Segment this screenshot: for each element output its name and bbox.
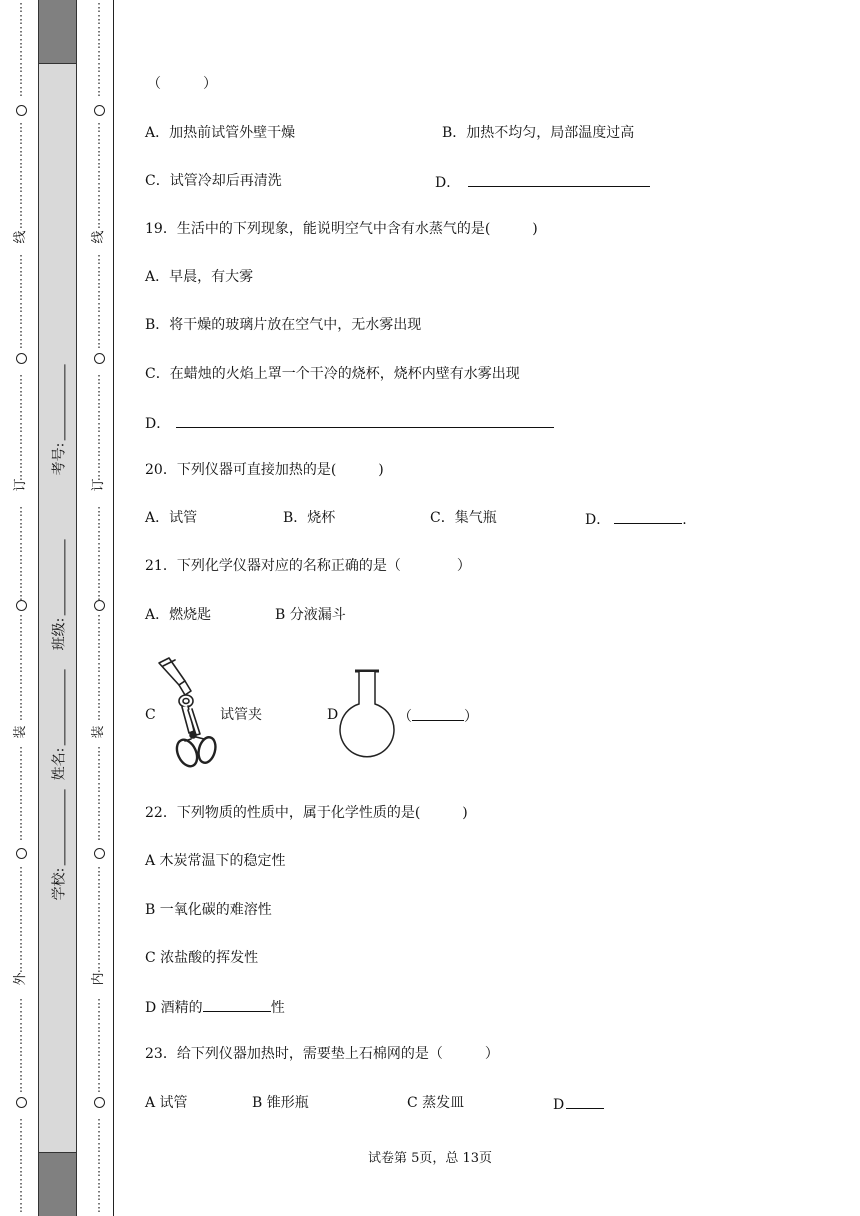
seal-dot-mark: ⋮ (15, 49, 27, 62)
seal-dot-mark: ⋮ (93, 181, 105, 194)
seal-dot-mark: ⋮ (15, 313, 27, 326)
seal-circle-mark (94, 105, 105, 116)
seal-dot-mark: ⋮ (15, 517, 27, 530)
seal-dot-mark: ⋮ (15, 1153, 27, 1166)
class-line[interactable] (52, 540, 65, 616)
seal-dot-mark: ⋮ (93, 817, 105, 830)
seal-dot-mark: ⋮ (15, 433, 27, 446)
seal-dot-mark: ⋮ (15, 13, 27, 26)
seal-dot-mark: ⋮ (93, 1141, 105, 1154)
seal-dot-mark: ⋮ (15, 1165, 27, 1178)
q23-option-c: C 蒸发皿 (407, 1095, 465, 1111)
q22-answer-blank[interactable] (203, 997, 271, 1012)
q23-option-d-label: D (553, 1097, 565, 1113)
school-line[interactable] (52, 790, 65, 866)
seal-dot-mark: ⋮ (93, 565, 105, 578)
inner-char-xian: 线 (91, 230, 106, 244)
outer-char-xian: 线 (13, 230, 28, 244)
seal-dot-mark: ⋮ (93, 925, 105, 938)
seal-dot-mark: ⋮ (15, 661, 27, 674)
seal-dot-mark: ⋮ (93, 781, 105, 794)
seal-dot-mark: ⋮ (15, 421, 27, 434)
q19-stem: 19．生活中的下列现象，能说明空气中含有水蒸气的是( ) (145, 221, 538, 237)
seal-dot-mark: ⋮ (93, 1129, 105, 1142)
seal-dot-mark: ⋮ (15, 961, 27, 974)
seal-dot-mark: ⋮ (93, 901, 105, 914)
exam-no-label: 考号: (51, 442, 67, 476)
seal-dot-mark: ⋮ (93, 709, 105, 722)
school-label: 学校: (51, 867, 67, 901)
seal-dot-mark: ⋮ (15, 1141, 27, 1154)
seal-dot-mark: ⋮ (15, 649, 27, 662)
seal-dot-mark: ⋮ (15, 1129, 27, 1142)
seal-dot-mark: ⋮ (93, 1081, 105, 1094)
seal-dot-mark: ⋮ (93, 37, 105, 50)
exam-no-field (38, 345, 78, 495)
q21-option-c-letter: C (145, 707, 156, 723)
seal-dot-mark: ⋮ (15, 397, 27, 410)
binding-border-line (113, 0, 114, 1216)
seal-dot-mark: ⋮ (15, 1045, 27, 1058)
seal-dot-mark: ⋮ (15, 829, 27, 842)
seal-circle-mark (94, 1097, 105, 1108)
seal-circle-mark (94, 353, 105, 364)
seal-dot-mark: ⋮ (93, 745, 105, 758)
seal-dot-mark: ⋮ (93, 793, 105, 806)
seal-dot-mark: ⋮ (15, 505, 27, 518)
seal-dot-mark: ⋮ (93, 769, 105, 782)
seal-dot-mark: ⋮ (15, 997, 27, 1010)
seal-dot-mark: ⋮ (15, 193, 27, 206)
seal-dot-mark: ⋮ (93, 937, 105, 950)
seal-dot-mark: ⋮ (15, 877, 27, 890)
seal-dot-mark: ⋮ (15, 145, 27, 158)
inner-seal-line (92, 0, 106, 1216)
seal-dot-mark: ⋮ (93, 577, 105, 590)
outer-char-ding: 订 (13, 478, 28, 492)
seal-dot-mark: ⋮ (93, 889, 105, 902)
seal-circle-mark (16, 105, 27, 116)
q19-option-d-label: D． (145, 416, 171, 432)
seal-dot-mark: ⋮ (93, 121, 105, 134)
school-field (38, 770, 78, 920)
seal-dot-mark: ⋮ (93, 517, 105, 530)
seal-dot-mark: ⋮ (15, 133, 27, 146)
seal-dot-mark: ⋮ (15, 1201, 27, 1214)
q20-option-b: B．烧杯 (283, 510, 336, 526)
q18-option-b: B．加热不均匀，局部温度过高 (442, 125, 635, 141)
seal-dot-mark: ⋮ (93, 589, 105, 602)
seal-dot-mark: ⋮ (15, 301, 27, 314)
seal-circle-mark (16, 848, 27, 859)
seal-dot-mark: ⋮ (15, 169, 27, 182)
q20-option-c: C．集气瓶 (430, 510, 497, 526)
seal-dot-mark: ⋮ (15, 745, 27, 758)
seal-dot-mark: ⋮ (93, 637, 105, 650)
seal-dot-mark: ⋮ (93, 73, 105, 86)
seal-dot-mark: ⋮ (93, 505, 105, 518)
seal-dot-mark: ⋮ (15, 817, 27, 830)
seal-dot-mark: ⋮ (15, 409, 27, 422)
seal-dot-mark: ⋮ (15, 1189, 27, 1202)
q20-option-a: A．试管 (145, 510, 198, 526)
q20-answer-blank[interactable] (614, 509, 682, 524)
outer-char-zhuang: 装 (13, 725, 28, 739)
seal-dot-mark: ⋮ (93, 133, 105, 146)
seal-dot-mark: ⋮ (93, 1057, 105, 1070)
seal-dot-mark: ⋮ (93, 25, 105, 38)
seal-dot-mark: ⋮ (15, 1177, 27, 1190)
seal-dot-mark: ⋮ (15, 73, 27, 86)
seal-dot-mark: ⋮ (15, 181, 27, 194)
seal-dot-mark: ⋮ (15, 1057, 27, 1070)
binding-margin (0, 0, 120, 1216)
q19-option-d (145, 413, 554, 433)
seal-dot-mark: ⋮ (93, 541, 105, 554)
seal-dot-mark: ⋮ (93, 1, 105, 14)
seal-dot-mark: ⋮ (93, 649, 105, 662)
seal-dot-mark: ⋮ (93, 85, 105, 98)
seal-dot-mark: ⋮ (15, 1081, 27, 1094)
seal-dot-mark: ⋮ (93, 1033, 105, 1046)
seal-dot-mark: ⋮ (93, 1153, 105, 1166)
seal-dot-mark: ⋮ (15, 865, 27, 878)
seal-dot-mark: ⋮ (93, 1045, 105, 1058)
q23-answer-blank[interactable] (566, 1094, 604, 1109)
q20-stem: 20．下列仪器可直接加热的是( ) (145, 462, 384, 478)
seal-dot-mark: ⋮ (15, 385, 27, 398)
q21-option-c-name: 试管夹 (220, 707, 262, 723)
seal-dot-mark: ⋮ (15, 685, 27, 698)
seal-dot-mark: ⋮ (93, 277, 105, 290)
seal-dot-mark: ⋮ (15, 529, 27, 542)
exam-no-line[interactable] (52, 365, 65, 441)
q19-option-c: C．在蜡烛的火焰上罩一个干冷的烧杯，烧杯内壁有水雾出现 (145, 366, 520, 382)
q23-stem: 23．给下列仪器加热时，需要垫上石棉网的是（ ） (145, 1046, 499, 1062)
seal-dot-mark: ⋮ (93, 757, 105, 770)
outer-char-wai: 外 (13, 972, 28, 986)
seal-dot-mark: ⋮ (93, 397, 105, 410)
seal-dot-mark: ⋮ (15, 1117, 27, 1130)
seal-dot-mark: ⋮ (15, 277, 27, 290)
q23-option-a: A 试管 (145, 1095, 188, 1111)
seal-dot-mark: ⋮ (93, 433, 105, 446)
q23-option-d (553, 1094, 604, 1114)
seal-dot-mark: ⋮ (93, 301, 105, 314)
test-tube-holder-image (155, 655, 220, 773)
seal-dot-mark: ⋮ (15, 589, 27, 602)
q18-stem-tail: （ ） (147, 76, 217, 92)
inner-char-ding: 订 (91, 478, 106, 492)
seal-dot-mark: ⋮ (15, 253, 27, 266)
seal-dot-mark: ⋮ (93, 1189, 105, 1202)
q21-option-d-answer (398, 706, 478, 726)
q21-option-b: B 分液漏斗 (275, 607, 346, 623)
seal-dot-mark: ⋮ (15, 1021, 27, 1034)
seal-dot-mark: ⋮ (93, 385, 105, 398)
seal-dot-mark: ⋮ (93, 253, 105, 266)
seal-dot-mark: ⋮ (15, 697, 27, 710)
seal-dot-mark: ⋮ (93, 1117, 105, 1130)
seal-dot-mark: ⋮ (15, 1069, 27, 1082)
seal-dot-mark: ⋮ (15, 1, 27, 14)
q23-option-b: B 锥形瓶 (252, 1095, 309, 1111)
seal-dot-mark: ⋮ (93, 445, 105, 458)
seal-dot-mark: ⋮ (93, 877, 105, 890)
q22-stem: 22．下列物质的性质中，属于化学性质的是( ) (145, 805, 468, 821)
seal-dot-mark: ⋮ (93, 949, 105, 962)
seal-dot-mark: ⋮ (93, 157, 105, 170)
seal-dot-mark: ⋮ (15, 757, 27, 770)
seal-dot-mark: ⋮ (93, 313, 105, 326)
seal-dot-mark: ⋮ (15, 949, 27, 962)
seal-dot-mark: ⋮ (93, 805, 105, 818)
q22-option-d-suffix: 性 (270, 1000, 285, 1016)
seal-dot-mark: ⋮ (93, 409, 105, 422)
seal-dot-mark: ⋮ (93, 217, 105, 230)
q21-stem: 21．下列化学仪器对应的名称正确的是（ ） (145, 558, 471, 574)
q21-option-d-letter: D (327, 707, 339, 723)
inner-char-zhuang: 装 (91, 725, 106, 739)
q22-option-d (145, 997, 285, 1017)
seal-dot-mark: ⋮ (15, 637, 27, 650)
seal-dot-mark: ⋮ (93, 145, 105, 158)
seal-dot-mark: ⋮ (93, 661, 105, 674)
seal-dot-mark: ⋮ (15, 781, 27, 794)
name-line[interactable] (52, 670, 65, 746)
seal-dot-mark: ⋮ (93, 865, 105, 878)
seal-dot-mark: ⋮ (15, 565, 27, 578)
seal-dot-mark: ⋮ (93, 1165, 105, 1178)
seal-circle-mark (94, 848, 105, 859)
seal-dot-mark: ⋮ (15, 913, 27, 926)
seal-dot-mark: ⋮ (93, 421, 105, 434)
seal-dot-mark: ⋮ (15, 265, 27, 278)
seal-dot-mark: ⋮ (15, 445, 27, 458)
seal-dot-mark: ⋮ (15, 541, 27, 554)
seal-dot-mark: ⋮ (15, 673, 27, 686)
seal-dot-mark: ⋮ (93, 325, 105, 338)
seal-dot-mark: ⋮ (15, 205, 27, 218)
seal-dot-mark: ⋮ (93, 1201, 105, 1214)
name-label: 姓名: (51, 747, 67, 781)
binding-strip-cap-top (38, 0, 77, 64)
seal-dot-mark: ⋮ (93, 289, 105, 302)
seal-dot-mark: ⋮ (15, 793, 27, 806)
seal-dot-mark: ⋮ (15, 157, 27, 170)
seal-dot-mark: ⋮ (15, 85, 27, 98)
seal-dot-mark: ⋮ (15, 373, 27, 386)
seal-dot-mark: ⋮ (15, 25, 27, 38)
seal-circle-mark (16, 353, 27, 364)
seal-dot-mark: ⋮ (93, 673, 105, 686)
q21-answer-blank[interactable] (412, 706, 464, 721)
seal-dot-mark: ⋮ (15, 577, 27, 590)
seal-dot-mark: ⋮ (93, 997, 105, 1010)
seal-dot-mark: ⋮ (15, 325, 27, 338)
seal-dot-mark: ⋮ (93, 469, 105, 482)
seal-dot-mark: ⋮ (15, 613, 27, 626)
seal-circle-mark (16, 1097, 27, 1108)
seal-dot-mark: ⋮ (15, 121, 27, 134)
seal-dot-mark: ⋮ (15, 37, 27, 50)
seal-dot-mark: ⋮ (93, 457, 105, 470)
seal-dot-mark: ⋮ (93, 829, 105, 842)
q18-option-d (435, 172, 650, 192)
seal-dot-mark: ⋮ (15, 937, 27, 950)
seal-dot-mark: ⋮ (93, 49, 105, 62)
seal-dot-mark: ⋮ (93, 205, 105, 218)
seal-dot-mark: ⋮ (93, 529, 105, 542)
seal-dot-mark: ⋮ (93, 373, 105, 386)
seal-dot-mark: ⋮ (93, 1009, 105, 1022)
seal-dot-mark: ⋮ (15, 289, 27, 302)
seal-dot-mark: ⋮ (93, 913, 105, 926)
q22-option-a: A 木炭常温下的稳定性 (145, 853, 286, 869)
seal-dot-mark: ⋮ (93, 265, 105, 278)
seal-dot-mark: ⋮ (93, 61, 105, 74)
seal-dot-mark: ⋮ (93, 697, 105, 710)
seal-dot-mark: ⋮ (93, 961, 105, 974)
seal-dot-mark: ⋮ (93, 613, 105, 626)
seal-dot-mark: ⋮ (93, 193, 105, 206)
q20-option-d-period: . (682, 512, 687, 528)
seal-dot-mark: ⋮ (15, 217, 27, 230)
page-footer: 试卷第 5页，总 13页 (367, 1151, 493, 1166)
q20-option-d-label: D． (585, 512, 611, 528)
q21-option-d-close: ） (464, 709, 478, 725)
seal-dot-mark: ⋮ (15, 889, 27, 902)
q19-answer-blank[interactable] (176, 413, 554, 428)
seal-dot-mark: ⋮ (15, 709, 27, 722)
q22-option-d-prefix: D 酒精的 (145, 1000, 203, 1016)
q21-option-a: A．燃烧匙 (145, 607, 212, 623)
seal-dot-mark: ⋮ (93, 1021, 105, 1034)
seal-dot-mark: ⋮ (15, 553, 27, 566)
q20-option-d (585, 509, 687, 529)
q22-option-b: B 一氧化碳的难溶性 (145, 902, 272, 918)
round-bottom-flask-image (336, 668, 398, 762)
seal-dot-mark: ⋮ (93, 169, 105, 182)
seal-dot-mark: ⋮ (15, 925, 27, 938)
seal-dot-mark: ⋮ (15, 1033, 27, 1046)
q22-option-c: C 浓盐酸的挥发性 (145, 950, 259, 966)
seal-dot-mark: ⋮ (15, 469, 27, 482)
seal-dot-mark: ⋮ (93, 1069, 105, 1082)
seal-dot-mark: ⋮ (93, 625, 105, 638)
q19-option-a: A．早晨，有大雾 (145, 269, 254, 285)
q21-option-d-open: （ (398, 709, 412, 725)
q19-option-b: B．将干燥的玻璃片放在空气中，无水雾出现 (145, 317, 422, 333)
seal-dot-mark: ⋮ (93, 1177, 105, 1190)
seal-dot-mark: ⋮ (15, 901, 27, 914)
seal-dot-mark: ⋮ (93, 337, 105, 350)
seal-dot-mark: ⋮ (15, 61, 27, 74)
q18-option-c: C．试管冷却后再清洗 (145, 173, 282, 189)
seal-dot-mark: ⋮ (15, 337, 27, 350)
q18-option-a: A．加热前试管外壁干燥 (145, 125, 296, 141)
q18-option-d-label: D． (435, 175, 461, 191)
q18-answer-blank[interactable] (468, 172, 650, 187)
inner-char-nei: 内 (91, 972, 106, 986)
seal-dot-mark: ⋮ (93, 13, 105, 26)
seal-dot-mark: ⋮ (93, 685, 105, 698)
seal-dot-mark: ⋮ (93, 553, 105, 566)
outer-seal-line (14, 0, 28, 1216)
seal-dot-mark: ⋮ (15, 625, 27, 638)
class-field (38, 520, 78, 670)
seal-dot-mark: ⋮ (15, 457, 27, 470)
class-label: 班级: (51, 617, 67, 651)
seal-dot-mark: ⋮ (15, 769, 27, 782)
seal-dot-mark: ⋮ (15, 805, 27, 818)
seal-dot-mark: ⋮ (15, 1009, 27, 1022)
